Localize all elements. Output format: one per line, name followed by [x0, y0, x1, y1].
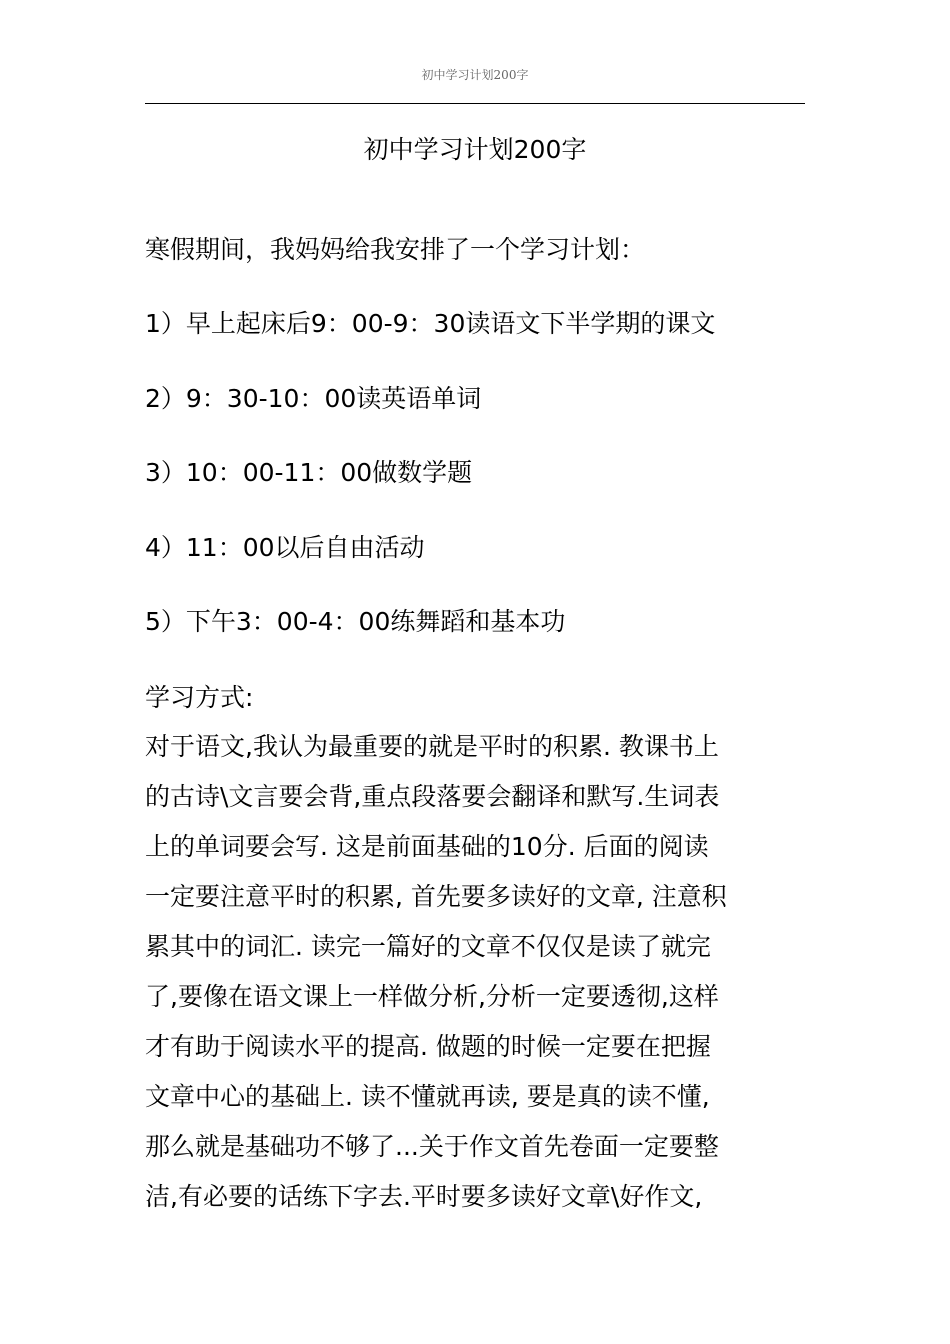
intro-line: 寒假期间，我妈妈给我安排了一个学习计划： [145, 235, 646, 264]
paragraph-line: 累其中的词汇. 读完一篇好的文章不仅仅是读了就完 [145, 932, 711, 961]
paragraph-line: 那么就是基础功不够了...关于作文首先卷面一定要整 [145, 1132, 719, 1161]
paragraph-line: 对于语文,我认为最重要的就是平时的积累. 教课书上 [145, 732, 719, 761]
paragraph-line: 一定要注意平时的积累, 首先要多读好的文章, 注意积 [145, 882, 727, 911]
paragraph-line: 了,要像在语文课上一样做分析,分析一定要透彻,这样 [145, 982, 719, 1011]
schedule-item-1: 1）早上起床后9：00-9：30读语文下半学期的课文 [145, 309, 716, 338]
schedule-item-3: 3）10：00-11：00做数学题 [145, 458, 473, 487]
document-title: 初中学习计划200字 [363, 135, 587, 164]
paragraph-line: 文章中心的基础上. 读不懂就再读, 要是真的读不懂, [145, 1082, 710, 1111]
schedule-item-5: 5）下午3：00-4：00练舞蹈和基本功 [145, 607, 566, 636]
paragraph-line: 洁,有必要的话练下字去.平时要多读好文章\好作文, [145, 1182, 703, 1211]
paragraph-line: 上的单词要会写. 这是前面基础的10分. 后面的阅读 [145, 832, 709, 861]
schedule-item-4: 4）11：00以后自由活动 [145, 533, 425, 562]
running-header: 初中学习计划200字 [421, 68, 529, 82]
paragraph-line: 才有助于阅读水平的提高. 做题的时候一定要在把握 [145, 1032, 711, 1061]
method-heading: 学习方式: [145, 683, 254, 712]
header-divider [145, 103, 805, 104]
method-paragraph [145, 722, 810, 1222]
schedule-item-2: 2）9：30-10：00读英语单词 [145, 384, 482, 413]
paragraph-line: 的古诗\文言要会背,重点段落要会翻译和默写.生词表 [145, 782, 720, 811]
